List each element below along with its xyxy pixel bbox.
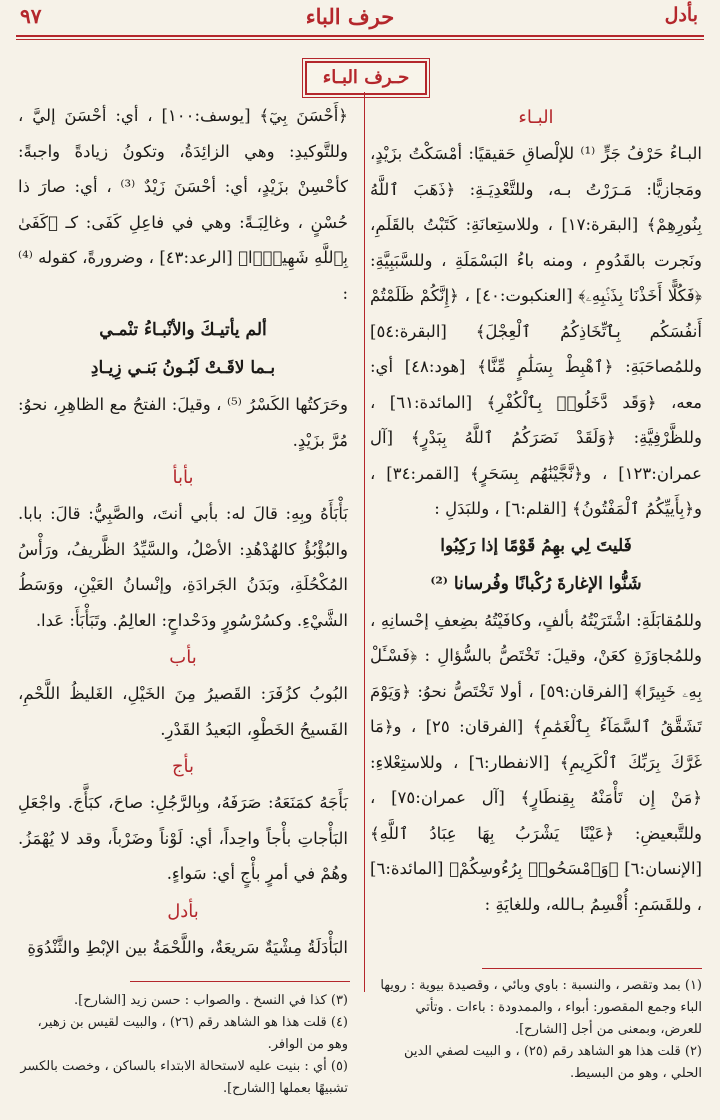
entry-heading: بأدل	[167, 900, 199, 922]
footnote: (٤) قلت هذا هو الشاهد رقم (٢٦) ، والبيت لقيس بن زهير، وهو من الوافر.	[37, 1015, 348, 1052]
footnote: (٣) كذا في النسخ . والصواب : حسن زيد [الشارح].	[73, 993, 348, 1008]
entry-heading: بأبأ	[172, 467, 194, 488]
entry-heading: بأج	[171, 756, 195, 777]
header-rule-thin	[16, 39, 704, 40]
left-column	[18, 98, 348, 965]
footnote-rule	[130, 981, 350, 982]
footnotes-left	[18, 990, 348, 1100]
running-head: بأدل	[664, 4, 698, 26]
footnote: (١) بمد وتقصر ، والنسبة : باوي وبائي ، وقصيدة بيوية : رويها الباء وجمع المقصور: أبواء ، والممدودة : باءات . وتأتي للعرض، وبمعنى من أجل [الشارح].	[380, 978, 702, 1037]
section-title-box: حـرف البـاء	[305, 61, 427, 95]
entry-text: بَأَجَهُ كمَنَعَهُ: صَرَفَهُ، وبِالرَّجُلِ: صاحَ، كبَأَّجَ. واجْعَلِ البَأْجاتِ بأْجاً واحِداً، أي: لَوْناً وضَرْباً، وقد لا يُهْمَزُ. وهُمْ في أمرٍ بأْجٍ أي: سَواءٍ.	[18, 793, 348, 883]
verse-line: فَليتَ لِي بهِمُ قَوْمًا إذا رَكِبُوا	[440, 535, 632, 556]
right-column	[370, 98, 702, 922]
column-divider	[364, 92, 365, 992]
header-rule	[16, 35, 704, 37]
footnotes-right	[370, 975, 702, 1085]
entry-text: بَأْبَأَهُ وبِهِ: قالَ له: بأبي أنتَ، والصَّبِيُّ: قالَ: بابا. والبُؤْبُؤُ كالهُدْهُدِ: الأصْلُ، والسَّيِّدُ الظَّريفُ، ورَأْسُ المُكْحُلَةِ، وبَدَنُ الجَرادَةِ، وإنْسانُ العَيْنِ، ووَسَطُ الشَّيْءِ. وكسُرْسُورٍ ودَحْداحٍ: العالِمُ. وتَبَأْبَأَ: عَدا.	[18, 504, 348, 630]
chapter-title: حرف الباء	[305, 4, 395, 29]
paragraph: البـاءُ حَرْفُ جَرٍّ ⁽¹⁾ للإلْصاقِ حَقيقيًا: أمْسَكْتُ بزَيْدٍ، ومَجازيًّا: مَـرَرْتُ بـه، وللتَّعْدِيَـةِ: ﴿ذَهَبَ ٱللَّهُ بِنُورِهِمْ﴾ [البقرة:١٧] ، وللاستِعانَةِ: كَتَبْتُ بالقَلَمِ، ونَجرت بالقَدُومِ ، ومنه باءُ البَسْمَلَةِ ، وللسَّبَبِيَّةِ: ﴿فَكُلًّا أَخَذْنَا بِذَنۢبِهِۦ﴾ [العنكبوت:٤٠] ، ﴿إِنَّكُمْ ظَلَمْتُمْ أَنفُسَكُم بِٱتِّخَاذِكُمُ ٱلْعِجْلَ﴾ [البقرة:٥٤] وللمُصاحَبَةِ: ﴿ٱهْبِطْ بِسَلَٰمٍ مِّنَّا﴾ [هود:٤٨] أي: معه، ﴿وَقَد دَّخَلُوا۟ بِٱلْكُفْرِ﴾ [المائدة:٦١] ، وللظَّرْفِيَّةِ: ﴿وَلَقَدْ نَصَرَكُمُ ٱللَّهُ بِبَدْرٍ﴾ [آل عمران:١٢٣] ، و﴿نَّجَّيْنَٰهُم بِسَحَرٍ﴾ [القمر:٣٤] ، و﴿بِأَييِّكُمُ ٱلْمَفْتُونُ﴾ [القلم:٦] ، وللبَدَلِ :	[370, 144, 703, 518]
verse-line: بـما لاقَـتْ لَبُـونُ بَنـي زِيـادِ	[90, 358, 276, 378]
paragraph: وللمُقابَلَةِ: اشْتَرَيْتُهُ بألفٍ، وكافَيْتُهُ بضِعفِ إحْسانِهِ ، وللمُجاوَزَةِ كعَنْ، وقيلَ: تَخْتَصُّ بالسُّؤالِ : ﴿فَسْـَٔلْ بِهِۦ خَبِيرًا﴾ [الفرقان:٥٩] ، أولا تَخْتَصُّ نحوُ: ﴿وَيَوْمَ تَشَقَّقُ ٱلسَّمَآءُ بِٱلْغَمَٰمِ﴾ [الفرقان: ٢٥] ، و﴿مَا غَرَّكَ بِرَبِّكَ ٱلْكَرِيمِ﴾ [الانفطار:٦] ، وللاستِعْلاءِ: ﴿مَنْ إِن تَأْمَنْهُ بِقِنطَارٍ﴾ [آل عمران:٧٥] ، وللتَّبعيضِ: ﴿عَيْنًا يَشْرَبُ بِهَا عِبَادُ ٱللَّهِ﴾ [الإنسان:٦] ﴿وَٱمْسَحُوا۟ بِرُءُوسِكُمْ﴾ [المائدة:٦] ، وللقَسَمِ: أُقْسِمُ بـالله، وللغايَةِ :	[370, 610, 702, 914]
verse-line: شَنُّوا الإغارةَ رُكْبانًا وفُرسانا ⁽²⁾	[430, 573, 642, 594]
subheading-ba: البـاء	[518, 107, 554, 128]
footnote: (٥) أي : بنيت عليه لاستحالة الابتداء بالساكن ، وخصت بالكسر تشبيهًا بعملها [الشارح].	[20, 1059, 348, 1096]
page-header	[0, 0, 720, 40]
footnote: (٢) قلت هذا هو الشاهد رقم (٢٥) ، و البيت لصفي الدين الحلي ، وهو من البسيط.	[403, 1044, 702, 1081]
entry-heading: بأب	[169, 647, 197, 668]
verse-line: ألم يأتيـكَ والأنْبـاءُ تنْمـي	[99, 320, 267, 340]
page-number: ٩٧	[20, 4, 42, 28]
paragraph: ﴿أَحْسَنَ بِيٓ﴾ [يوسف:١٠٠] ، أي: أحْسَنَ إليَّ ، وللتَّوكيدِ: وهي الزائِدَةُ، وتكونُ زيادةً واجبةً: كأحْسِنْ بزَيْدٍ، أي: أحْسَنَ زَيْدٌ ⁽³⁾ ، أي: صارَ ذا حُسْنٍ ، وغالِبَـةً: وهي في فاعِلِ كَفَى: كـ ﴿كَفَىٰ بِٱللَّهِ شَهِيدًۢا﴾ [الرعد:٤٣] ، وضرورةً، كقوله ⁽⁴⁾ :	[18, 106, 349, 303]
entry-text: البَأْدَلَةُ مِشْيَةٌ سَريعَةٌ، واللَّحْمَةُ بين الإبْطِ والثَّنْدُوَةِ	[27, 937, 348, 957]
entry-text: البُوبُ كزُفَرَ: القَصيرُ مِنَ الخَيْلِ، الغَليظُ اللَّحْمِ، الفَسيحُ الخَطْوِ، البَعيدُ القَدْرِ.	[18, 684, 348, 739]
footnote-rule	[482, 968, 702, 969]
paragraph: وحَرَكتُها الكَسْرُ ⁽⁵⁾ ، وقيلَ: الفتحُ مع الظاهِرِ، نحوُ: مُرَّ بزَيْدٍ.	[18, 395, 349, 450]
